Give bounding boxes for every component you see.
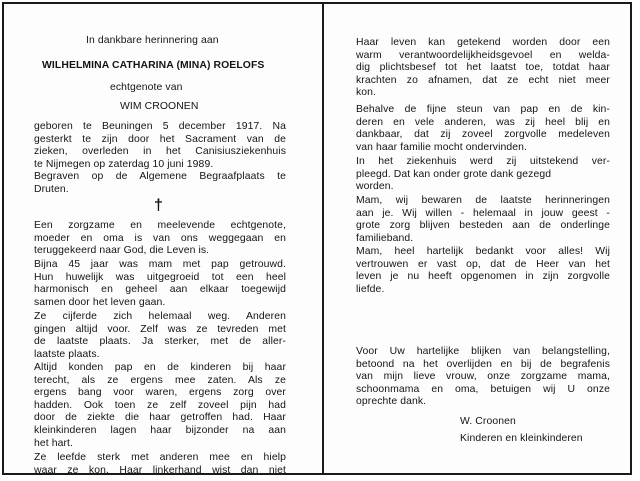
text-line: grote zorg blijven besteden aan de onderlinge [356,220,610,232]
text-line: kleinkinderen lagen haar bijzonder na aan [34,424,286,436]
text-line: hadden. Ook toen ze zelf zoveel pijn had [34,399,286,411]
left-paragraph-2 [34,259,286,309]
text-line: familieband. [356,232,414,244]
right-paragraph-4 [356,195,610,245]
text-line: worden. [356,181,394,193]
details-line: Begraven op de Algemene Begraafplaats te [34,171,286,183]
cross-symbol: † [154,197,163,214]
text-line: kon. [356,87,377,99]
memorial-card [2,2,632,475]
text-line: In het ziekenhuis werd zij uitstekend ver- [356,156,610,167]
text-line: ergens bang voor waren, ergens zorg over [34,387,286,399]
text-line: Ze leefde sterk met anderen mee en hielp [34,452,286,463]
details-line: gesterkt te zijn door het Sacrament van de [34,133,286,145]
text-line: samen door het leven gaan. [34,296,166,308]
thanks-block [356,346,610,409]
text-line: de laatste plaats. Ja sterker, met de aller- [34,336,286,348]
text-line: Mam, heel hartelijk bedankt voor alles! Wij [356,246,610,257]
text-line: terecht, als ze ergens mee zaten. Als ze [34,374,286,386]
details-line: zieken, overleden in het Canisiusziekenhuis [34,146,286,158]
left-paragraph-1 [34,220,286,258]
deceased-name: WILHELMINA CATHARINA (MINA) ROELOFS [42,60,265,71]
text-line: krachten zo afnamen, dat ze echt niet meer [356,74,610,86]
text-line: teruggekeerd naar God, die Leven is. [34,245,210,257]
text-line: Ze cijferde zich helemaal weg. Anderen [34,311,286,322]
text-line: Haar leven kan getekend worden door een [356,37,610,48]
details-line: te Nijmegen op zaterdag 10 juni 1989. [34,158,214,170]
right-page [324,4,630,473]
text-line: warm verantwoordelijkheidsgevoel en welda- [356,49,610,61]
signature-family: Kinderen en kleinkinderen [460,433,583,444]
left-paragraph-5 [34,452,286,477]
text-line: van haar familie mocht ondervinden. [356,141,527,153]
heading: In dankbare herinnering aan [86,35,219,46]
text-line: dankbaar, dat zij zoveel zorgvolle medeleven [356,129,610,141]
spouse-intro: echtgenote van [110,82,183,93]
details-block [34,121,286,197]
details-line: Druten. [34,183,69,195]
text-line: het hart. [34,437,74,449]
text-line: schoonmama en oma, betuigen wij U onze [356,383,610,395]
text-line: vertrouwen er vast op, dat de Heer van het [356,258,610,270]
text-line: dig plichtsbesef tot het laatst toe, totdat haar [356,62,610,74]
text-line: deren en vele anderen, was zij heel blij en [356,116,610,128]
text-line: gingen altijd voor. Zelf was ze tevreden met [34,323,286,335]
text-line: door de ziekte die haar getroffen had. Haar [34,412,286,424]
text-line: van mijn lieve vrouw, onze zorgzame mama, [356,371,610,383]
right-paragraph-3 [356,156,610,194]
text-line: Altijd konden pap en de kinderen bij haar [34,362,286,373]
text-line: Mam, wij bewaren de laatste herinneringen [356,195,610,206]
text-line: pleegd. Dat kan onder grote dank gezegd [356,168,552,180]
details-line: geboren te Beuningen 5 december 1917. Na [34,121,286,132]
text-line: harmonisch en geheel aan elkaar toegewijd [34,284,286,296]
spouse-name: WIM CROONEN [120,101,199,112]
text-line: moeder en oma is van ons weggegaan en [34,232,286,244]
text-line: Hun huwelijk was uitgegroeid tot een heel [34,271,286,283]
text-line: leven je nu heeft opgenomen in zijn zorgvolle [356,271,610,283]
text-line: Bijna 45 jaar was mam met pap getrouwd. [34,259,286,270]
right-paragraph-1 [356,37,610,100]
text-line: oprechte dank. [356,396,427,408]
left-page [4,4,322,476]
text-line: waar ze kon. Haar linkerhand wist dan niet [34,464,286,476]
text-line: liefde. [356,283,385,295]
text-line: aan je. Wij willen - helemaal in jouw geest - [356,207,610,219]
right-paragraph-2 [356,104,610,154]
right-paragraph-5 [356,246,610,296]
signature-name: W. Croonen [460,416,516,427]
text-line: Voor Uw hartelijke blijken van belangstelling, [356,346,610,357]
left-paragraph-3 [34,311,286,361]
text-line: Behalve de fijne steun van pap en de kin- [356,104,610,115]
text-line: laatste plaats. [34,348,100,360]
text-line: betoond na het overlijden en bij de begrafenis [356,358,610,370]
left-paragraph-4 [34,362,286,450]
text-line: Een zorgzame en meelevende echtgenote, [34,220,286,231]
